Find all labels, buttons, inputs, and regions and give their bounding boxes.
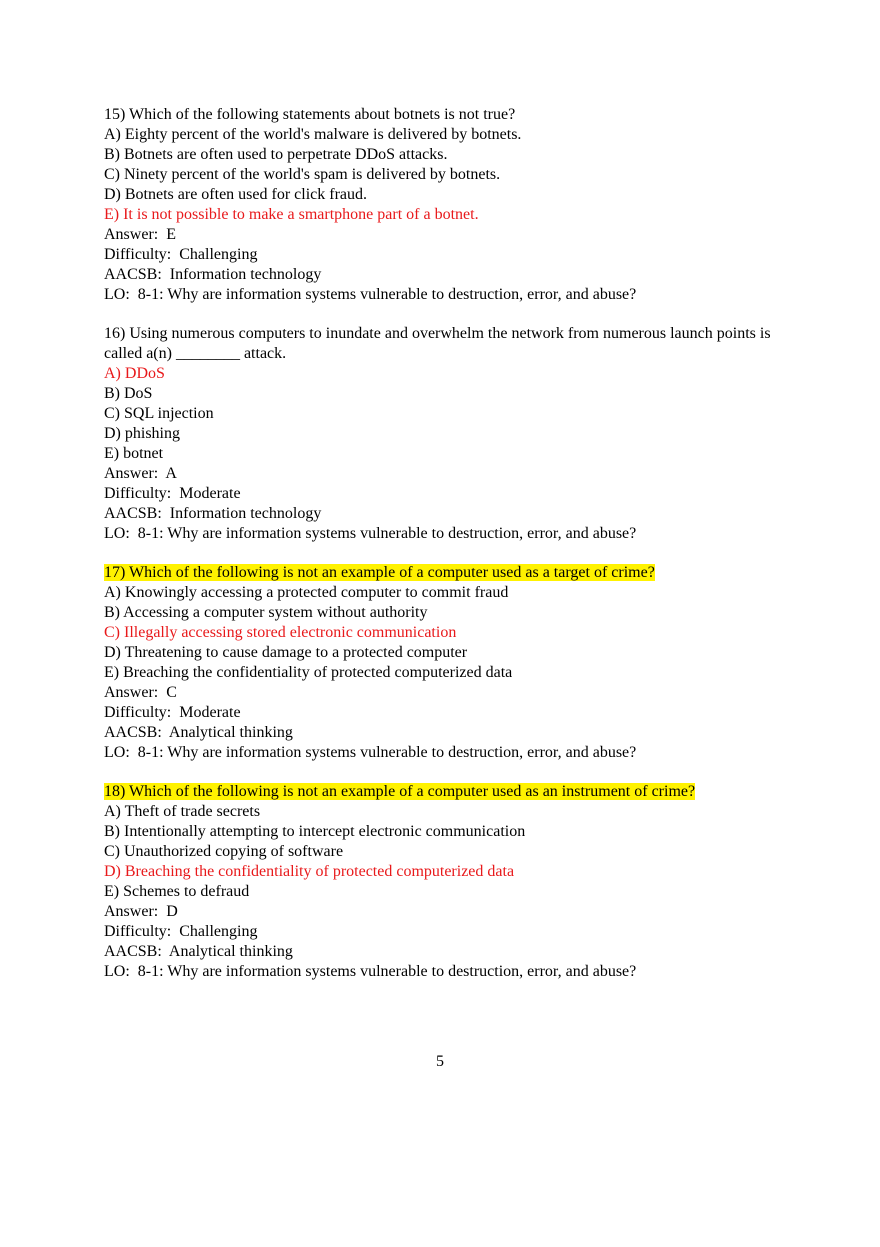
option-d-correct: D) Breaching the confidentiality of protected computerized data	[104, 863, 515, 880]
option-b: B) Accessing a computer system without authority	[104, 604, 428, 621]
lo-line: LO: 8-1: Why are information systems vulnerable to destruction, error, and abuse?	[104, 963, 637, 980]
option-a: A) Theft of trade secrets	[104, 803, 261, 820]
question-15	[104, 105, 804, 305]
option-e: E) Schemes to defraud	[104, 883, 250, 900]
option-b: B) DoS	[104, 385, 153, 402]
question-18	[104, 782, 804, 982]
answer-line: Answer: D	[104, 903, 178, 920]
option-d: D) Threatening to cause damage to a protected computer	[104, 644, 468, 661]
option-e: E) Breaching the confidentiality of protected computerized data	[104, 664, 513, 681]
lo-line: LO: 8-1: Why are information systems vulnerable to destruction, error, and abuse?	[104, 286, 637, 303]
lo-line: LO: 8-1: Why are information systems vulnerable to destruction, error, and abuse?	[104, 525, 637, 542]
question-16	[104, 324, 804, 544]
aacsb-line: AACSB: Analytical thinking	[104, 724, 293, 741]
aacsb-line: AACSB: Information technology	[104, 266, 322, 283]
answer-line: Answer: A	[104, 465, 177, 482]
option-a: A) Eighty percent of the world's malware is delivered by botnets.	[104, 126, 522, 143]
highlighted-stem: 17) Which of the following is not an example of a computer used as a target of crime?	[104, 564, 655, 581]
option-d: D) phishing	[104, 425, 180, 442]
difficulty-line: Difficulty: Challenging	[104, 923, 258, 940]
option-d: D) Botnets are often used for click fraud.	[104, 186, 368, 203]
page-number: 5	[436, 1053, 444, 1070]
option-a-correct: A) DDoS	[104, 365, 165, 382]
option-c: C) SQL injection	[104, 405, 214, 422]
answer-line: Answer: E	[104, 226, 176, 243]
aacsb-line: AACSB: Information technology	[104, 505, 322, 522]
option-e-correct: E) It is not possible to make a smartphone part of a botnet.	[104, 206, 479, 223]
lo-line: LO: 8-1: Why are information systems vulnerable to destruction, error, and abuse?	[104, 744, 637, 761]
option-e: E) botnet	[104, 445, 164, 462]
option-c-correct: C) Illegally accessing stored electronic communication	[104, 624, 457, 641]
question-stem: 16) Using numerous computers to inundate and overwhelm the network from numerous launch points is called a(n) ________ attack.	[104, 325, 771, 362]
document-body	[104, 105, 804, 1001]
option-b: B) Intentionally attempting to intercept electronic communication	[104, 823, 526, 840]
question-stem	[104, 782, 804, 802]
option-c: C) Ninety percent of the world's spam is delivered by botnets.	[104, 166, 501, 183]
difficulty-line: Difficulty: Challenging	[104, 246, 258, 263]
option-b: B) Botnets are often used to perpetrate DDoS attacks.	[104, 146, 448, 163]
answer-line: Answer: C	[104, 684, 177, 701]
highlighted-stem: 18) Which of the following is not an example of a computer used as an instrument of crime?	[104, 783, 696, 800]
question-stem: 15) Which of the following statements about botnets is not true?	[104, 106, 516, 123]
option-a: A) Knowingly accessing a protected computer to commit fraud	[104, 584, 509, 601]
option-c: C) Unauthorized copying of software	[104, 843, 344, 860]
question-stem	[104, 563, 804, 583]
difficulty-line: Difficulty: Moderate	[104, 485, 241, 502]
question-17	[104, 563, 804, 763]
difficulty-line: Difficulty: Moderate	[104, 704, 241, 721]
aacsb-line: AACSB: Analytical thinking	[104, 943, 293, 960]
